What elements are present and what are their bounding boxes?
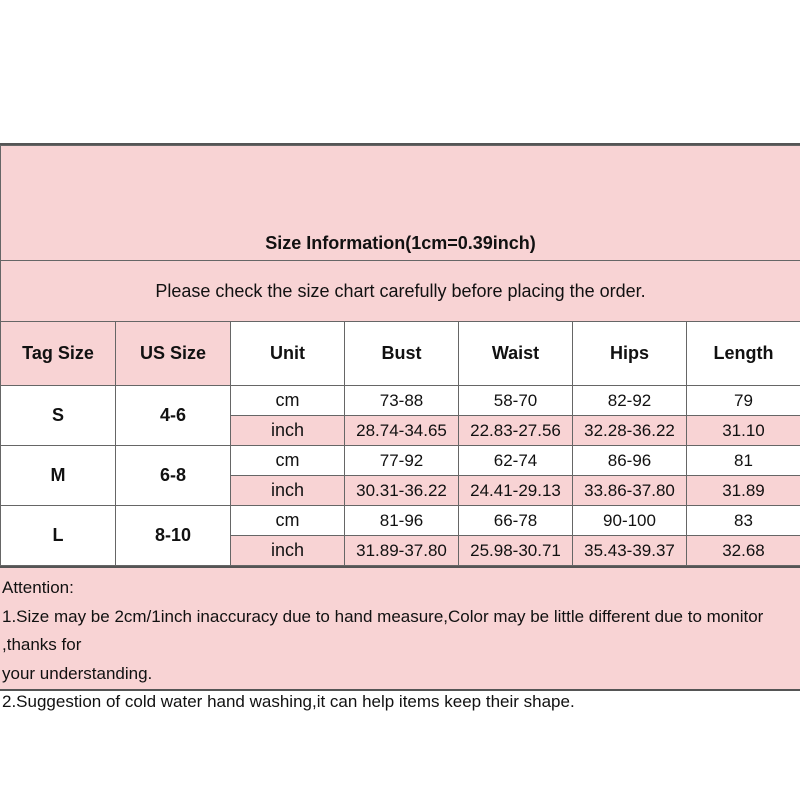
unit-cell: cm [231, 446, 345, 476]
hips-cell: 86-96 [573, 446, 687, 476]
header-hips: Hips [573, 322, 687, 386]
attention-note-1-continued: your understanding. [2, 663, 153, 683]
waist-cell: 66-78 [459, 506, 573, 536]
length-cell: 79 [687, 386, 800, 416]
header-unit: Unit [231, 322, 345, 386]
waist-cell: 62-74 [459, 446, 573, 476]
table-row [1, 386, 800, 416]
table-row [1, 446, 800, 476]
bust-cell: 28.74-34.65 [345, 416, 459, 446]
size-table [0, 145, 800, 566]
tag-size-cell: M [1, 446, 116, 506]
unit-cell: cm [231, 506, 345, 536]
header-tag-size: Tag Size [1, 322, 116, 386]
attention-note-2: 2.Suggestion of cold water hand washing,it can help items keep their shape. [2, 692, 575, 711]
header-length: Length [687, 322, 800, 386]
length-cell: 31.10 [687, 416, 800, 446]
table-row [1, 506, 800, 536]
header-bust: Bust [345, 322, 459, 386]
header-us-size: US Size [116, 322, 231, 386]
length-cell: 32.68 [687, 536, 800, 566]
hips-cell: 32.28-36.22 [573, 416, 687, 446]
unit-cell: inch [231, 416, 345, 446]
attention-notes [0, 566, 800, 711]
unit-cell: cm [231, 386, 345, 416]
attention-heading: Attention: [2, 578, 74, 597]
bust-cell: 30.31-36.22 [345, 476, 459, 506]
header-waist: Waist [459, 322, 573, 386]
us-size-cell: 6-8 [116, 446, 231, 506]
bust-cell: 77-92 [345, 446, 459, 476]
length-cell: 31.89 [687, 476, 800, 506]
tag-size-cell: L [1, 506, 116, 566]
us-size-cell: 8-10 [116, 506, 231, 566]
hips-cell: 82-92 [573, 386, 687, 416]
unit-cell: inch [231, 536, 345, 566]
attention-note-1: 1.Size may be 2cm/1inch inaccuracy due to hand measure,Color may be little different due to monitor ,thanks for [2, 606, 764, 654]
length-cell: 83 [687, 506, 800, 536]
tag-size-cell: S [1, 386, 116, 446]
hips-cell: 35.43-39.37 [573, 536, 687, 566]
waist-cell: 22.83-27.56 [459, 416, 573, 446]
length-cell: 81 [687, 446, 800, 476]
chart-subtitle: Please check the size chart carefully before placing the order. [1, 261, 800, 322]
size-chart [0, 143, 800, 711]
hips-cell: 90-100 [573, 506, 687, 536]
bust-cell: 31.89-37.80 [345, 536, 459, 566]
hips-cell: 33.86-37.80 [573, 476, 687, 506]
bust-cell: 81-96 [345, 506, 459, 536]
waist-cell: 58-70 [459, 386, 573, 416]
bust-cell: 73-88 [345, 386, 459, 416]
waist-cell: 25.98-30.71 [459, 536, 573, 566]
us-size-cell: 4-6 [116, 386, 231, 446]
unit-cell: inch [231, 476, 345, 506]
waist-cell: 24.41-29.13 [459, 476, 573, 506]
chart-title: Size Information(1cm=0.39inch) [1, 146, 800, 261]
